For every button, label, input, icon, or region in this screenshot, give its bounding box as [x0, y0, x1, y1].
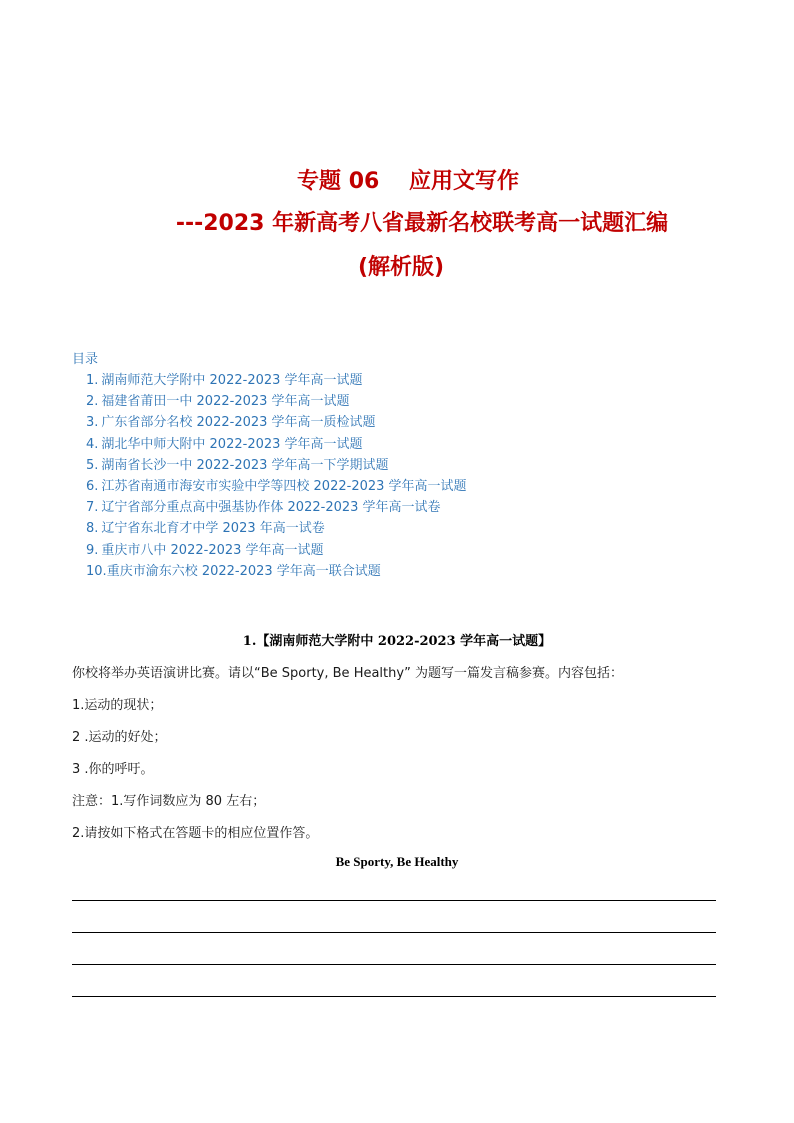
- toc-text: 江苏省南通市海安市实验中学等四校 2022-2023 学年高一试题: [101, 478, 467, 494]
- toc-link-7[interactable]: [86, 497, 467, 518]
- toc-number: 9.: [86, 542, 99, 558]
- answer-line: [72, 900, 716, 901]
- toc-number: 8.: [86, 521, 99, 537]
- table-of-contents: [86, 370, 467, 582]
- toc-text: 重庆市渝东六校 2022-2023 学年高一联合试题: [106, 563, 381, 579]
- toc-text: 广东省部分名校 2022-2023 学年高一质检试题: [101, 415, 376, 431]
- toc-number: 5.: [86, 457, 99, 473]
- toc-text: 福建省莆田一中 2022-2023 学年高一试题: [101, 394, 350, 410]
- toc-number: 7.: [86, 500, 99, 516]
- toc-text: 湖南省长沙一中 2022-2023 学年高一下学期试题: [101, 457, 389, 473]
- toc-link-6[interactable]: [86, 476, 467, 497]
- section-heading: 1.【湖南师范大学附中 2022-2023 学年高一试题】: [242, 634, 552, 649]
- toc-number: 3.: [86, 415, 99, 431]
- document-title: 专题 06 应用文写作: [297, 169, 519, 194]
- document-version-label: (解析版): [357, 255, 445, 280]
- document-subtitle: ---2023 年新高考八省最新名校联考高一试题汇编: [175, 211, 669, 236]
- toc-heading: 目录: [72, 352, 99, 367]
- toc-text: 辽宁省部分重点高中强基协作体 2022-2023 学年高一试卷: [101, 500, 441, 516]
- toc-number: 10.: [86, 563, 107, 579]
- toc-number: 4.: [86, 436, 99, 452]
- toc-text: 湖北华中师大附中 2022-2023 学年高一试题: [101, 436, 363, 452]
- toc-number: 2.: [86, 394, 99, 410]
- toc-link-5[interactable]: [86, 455, 467, 476]
- toc-text: 湖南师范大学附中 2022-2023 学年高一试题: [101, 373, 363, 388]
- content-point-1: 1.运动的现状；: [72, 698, 163, 713]
- toc-number: 1.: [86, 373, 99, 388]
- toc-text: 辽宁省东北育才中学 2023 年高一试卷: [101, 521, 325, 537]
- answer-line: [72, 996, 716, 997]
- content-point-2: 2 .运动的好处；: [72, 730, 167, 745]
- answer-line: [72, 964, 716, 965]
- answer-line: [72, 932, 716, 933]
- toc-link-8[interactable]: [86, 518, 467, 539]
- task-prompt: 你校将举办英语演讲比赛。请以“Be Sporty, Be Healthy” 为题写一篇发言稿参赛。内容包括：: [72, 666, 623, 681]
- note-format: 2.请按如下格式在答题卡的相应位置作答。: [72, 826, 319, 841]
- toc-link-4[interactable]: [86, 434, 467, 455]
- content-point-3: 3 .你的呼吁。: [72, 762, 154, 777]
- note-word-count: 注意：1.写作词数应为 80 左右；: [72, 794, 266, 809]
- toc-link-2[interactable]: [86, 391, 467, 412]
- toc-link-1[interactable]: [86, 370, 467, 391]
- toc-link-10[interactable]: [86, 561, 467, 582]
- toc-link-9[interactable]: [86, 540, 467, 561]
- toc-number: 6.: [86, 478, 99, 494]
- toc-text: 重庆市八中 2022-2023 学年高一试题: [101, 542, 324, 558]
- essay-title: Be Sporty, Be Healthy: [335, 854, 459, 869]
- toc-link-3[interactable]: [86, 412, 467, 433]
